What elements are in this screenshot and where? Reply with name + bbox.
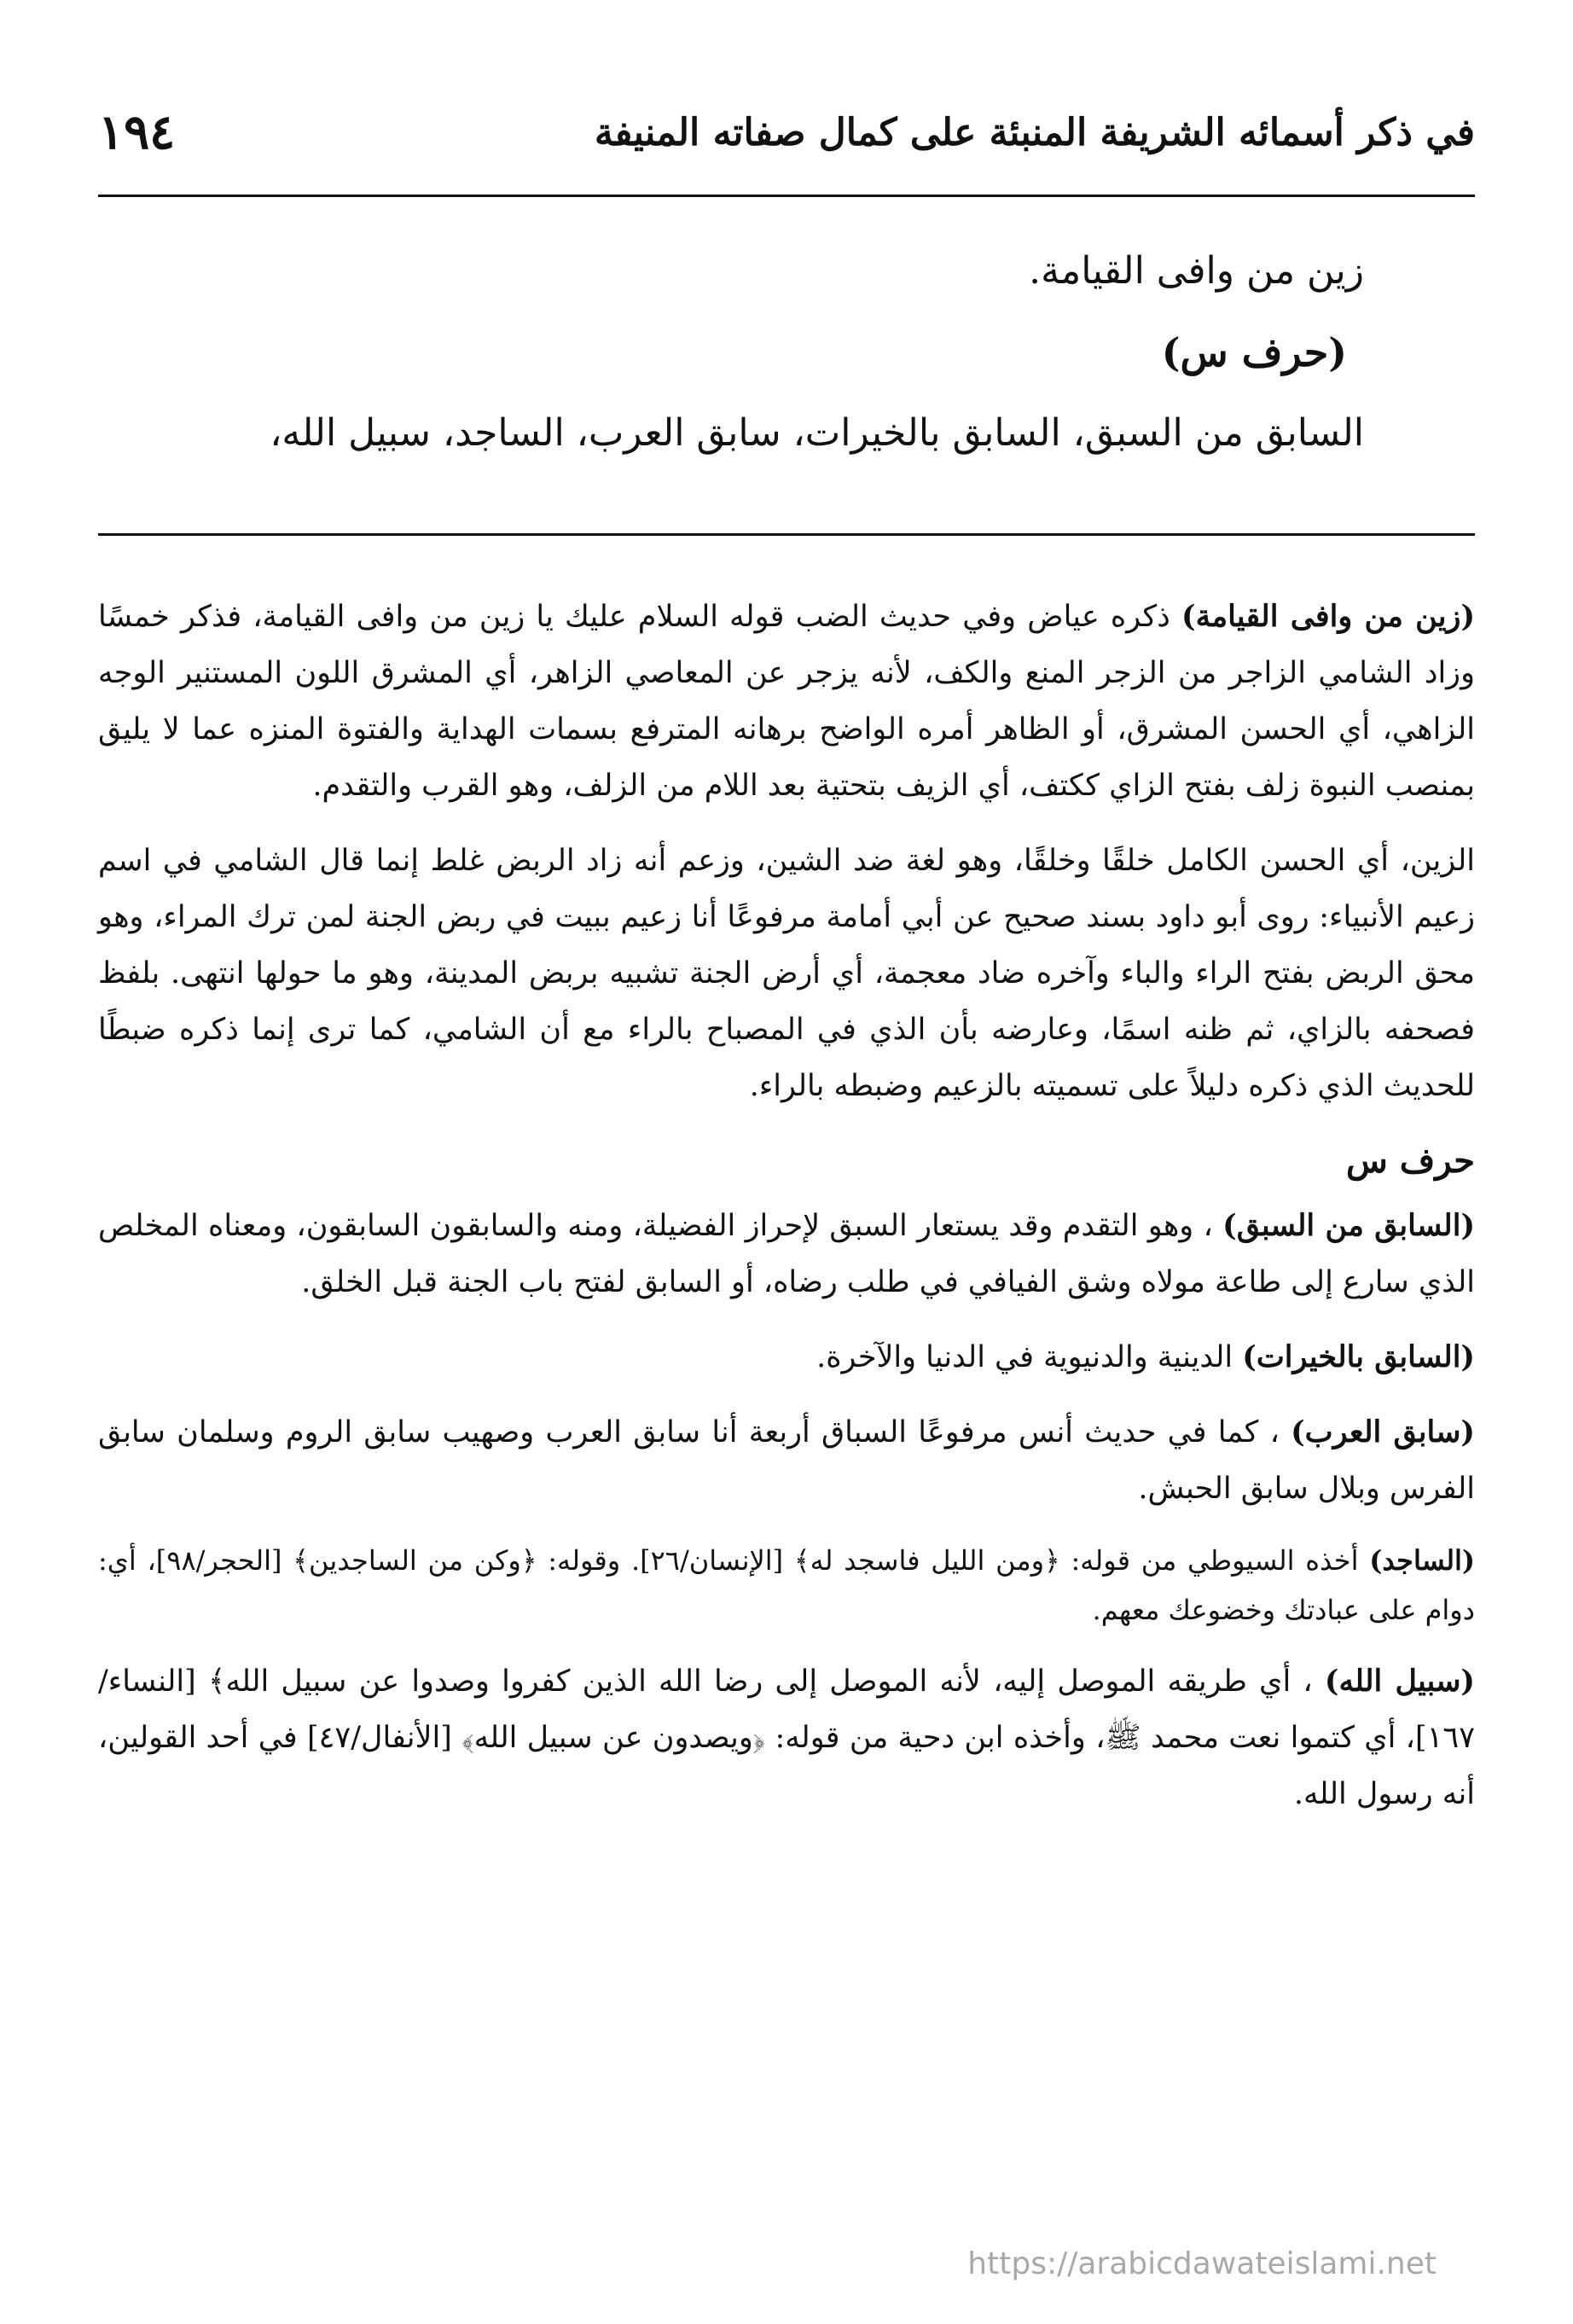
commentary-paragraph [98,833,1475,1114]
page-header [98,94,1475,171]
watermark-url: https://arabicdawateislami.net [967,2246,1437,2281]
commentary-body [98,589,1475,1841]
paragraph-text: ، وهو التقدم وقد يستعار السبق لإحراز الفضيلة، ومنه والسابقون السابقون، ومعناه المخلص الذي سارع إلى طاعة مولاه وشق الفيافي في طلب رضاه، أو السابق لفتح باب الجنة قبل الخلق. [98,1209,1475,1299]
term-sabiq-arab: (سابق العرب) [1291,1415,1475,1450]
term-zain: (زين من وافى القيامة) [1181,599,1475,634]
verse-section-heading: (حرف س) [1161,329,1347,375]
term-sabil-allah: (سبيل الله) [1324,1664,1475,1699]
paragraph-text: ، أي طريقه الموصل إليه، لأنه الموصل إلى رضا الله الذين كفروا وصدوا عن سبيل الله﴾ [النساء/١٦٧]، أي كتموا نعت محمد ﷺ، وأخذه ابن دحية من قوله: ﴿ويصدون عن سبيل الله﴾ [الأنفال/٤٧] في أحد القولين، أنه رسول الله. [98,1665,1475,1811]
paragraph-text: أخذه السيوطي من قوله: ﴿ومن الليل فاسجد له﴾ [الإنسان/٢٦]. وقوله: ﴿وكن من الساجدين﴾ [الحجر/٩٨]، أي: دوام على عبادتك وخضوعك معهم. [98,1544,1475,1626]
term-sabiq: (السابق من السبق) [1222,1208,1476,1243]
commentary-paragraph [98,589,1475,814]
verse-line-1: زين من وافى القيامة. [1029,249,1364,293]
page-number: ١٩٤ [98,104,176,160]
paragraph-text: ، كما في حديث أنس مرفوعًا السباق أربعة أنا سابق العرب وصهيب سابق الروم وسلمان سابق الفرس وبلال سابق الحبش. [98,1415,1475,1506]
commentary-paragraph [98,1404,1475,1517]
commentary-paragraph [98,1329,1475,1386]
paragraph-text: ذكره عياض وفي حديث الضب قوله السلام عليك يا زين من وافى القيامة، فذكر خمسًا وزاد الشامي الزاجر من الزجر المنع والكف، لأنه يزجر عن المعاصي الزاهر، أي المشرق اللون المستنير الوجه الزاهي، أي الحسن المشرق، أو الظاهر أمره الواضح برهانه المترفع بسمات الهداية والفتوة المنزه عما لا يليق بمنصب النبوة زلف بفتح الزاي ككتف، أي الزيف بتحتية بعد اللام من الزلف، وهو القرب والتقدم. [98,600,1475,803]
paragraph-text: الزين، أي الحسن الكامل خلقًا وخلقًا، وهو لغة ضد الشين، وزعم أنه زاد الربض غلط إنما قال الشامي في اسم زعيم الأنبياء: روى أبو داود بسند صحيح عن أبي أمامة مرفوعًا أنا زعيم ببيت في ربض الجنة لمن ترك المراء، وهو محق الربض بفتح الراء والباء وآخره ضاد معجمة، أي أرض الجنة تشبيه بربض المدينة، وهو ما حولها انتهى. بلفظ فصحفه بالزاي، ثم ظنه اسمًا، وعارضه بأن الذي في المصباح بالراء مع أن الشامي، كما ترى إنما ذكره ضبطًا للحديث الذي ذكره دليلاً على تسميته بالزعيم وضبطه بالراء. [98,844,1475,1103]
commentary-paragraph [98,1198,1475,1310]
verse-line-3: السابق من السبق، السابق بالخيرات، سابق العرب، الساجد، سبيل الله، [270,411,1364,455]
paragraph-text: الدينية والدنيوية في الدنيا والآخرة. [816,1340,1243,1374]
commentary-paragraph [98,1536,1475,1635]
section-heading: حرف س [1345,1141,1475,1181]
term-sabiq-khayrat: (السابق بالخيرات) [1242,1339,1475,1374]
running-title: في ذكر أسمائه الشريفة المنبئة على كمال صفاته المنيفة [594,110,1475,154]
verse-divider-rule [98,533,1475,536]
commentary-paragraph [98,1653,1475,1822]
header-rule [98,195,1475,197]
term-sajid: (الساجد) [1369,1544,1476,1577]
